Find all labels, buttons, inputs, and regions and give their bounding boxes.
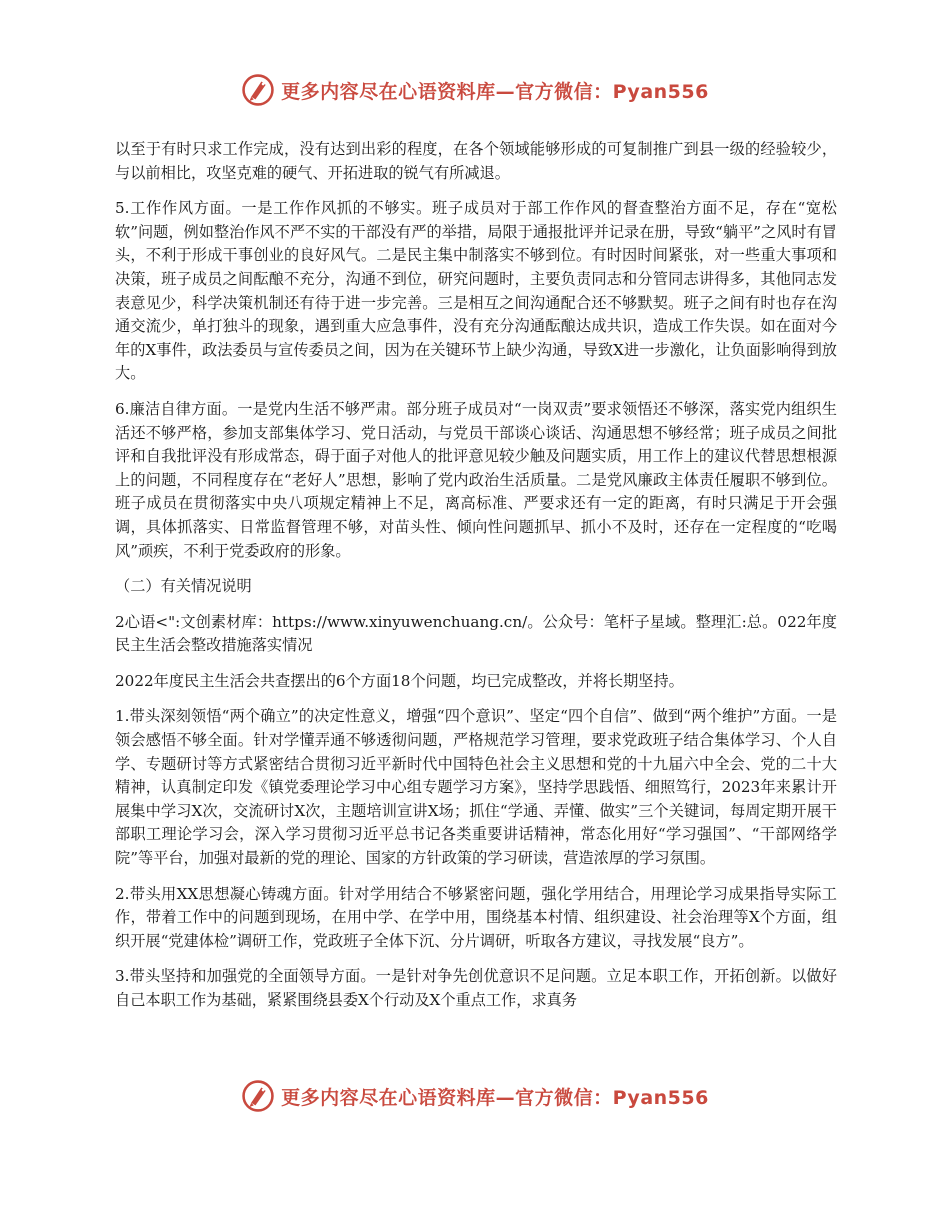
footer-banner [0, 1076, 950, 1116]
pen-nib-logo-icon [241, 73, 275, 107]
paragraph-source-note: 2心语<":文创素材库：https://www.xinyuwenchuang.cn/。公众号：笔杆子星域。整理汇:总。022年度民主生活会整改措施落实情况 [115, 612, 837, 655]
paragraph-item-2: 2.带头用XX思想凝心铸魂方面。针对学用结合不够紧密问题，强化学用结合，用理论学习成果指导实际工作，带着工作中的问题到现场，在用中学、在学中用，围绕基本村情、组织建设、社会治理等X个方面，组织开展“党建体检”调研工作，党政班子全体下沉、分片调研，听取各方建议，寻找发展“良方”。 [115, 884, 837, 950]
section-heading: （二）有关情况说明 [115, 577, 252, 596]
footer-banner-text: 更多内容尽在心语资料库—官方微信：Pyan556 [281, 1086, 709, 1109]
pen-nib-logo-icon [241, 1079, 275, 1113]
paragraph-item-3: 3.带头坚持和加强党的全面领导方面。一是针对争先创优意识不足问题。立足本职工作，开拓创新。以做好自己本职工作为基础，紧紧围绕县委X个行动及X个重点工作，求真务 [115, 967, 837, 1009]
paragraph-integrity: 6.廉洁自律方面。一是党内生活不够严肃。部分班子成员对“一岗双责”要求领悟还不够深，落实党内组织生活还不够严格，参加支部集体学习、党日活动，与党员干部谈心谈话、沟通思想不够经常；班子成员之间批评和自我批评没有形成常态，碍于面子对他人的批评意见较少触及问题实质，用工作上的建议代替思想根源上的问题，不同程度存在“老好人”思想，影响了党内政治生活质量。二是党风廉政主体责任履职不够到位。班子成员在贯彻落实中央八项规定精神上不足，离高标准、严要求还有一定的距离，有时只满足于开会强调，具体抓落实、日常监督管理不够，对苗头性、倾向性问题抓早、抓小不及时，还存在一定程度的“吃喝风”顽疾，不利于党委政府的形象。 [115, 399, 837, 560]
header-banner-text: 更多内容尽在心语资料库—官方微信：Pyan556 [281, 80, 709, 103]
paragraph-continuation: 以至于有时只求工作完成，没有达到出彩的程度，在各个领域能够形成的可复制推广到县一级的经验较少，与以前相比，攻坚克难的硬气、开拓进取的锐气有所减退。 [115, 140, 837, 182]
paragraph-item-1: 1.带头深刻领悟“两个确立”的决定性意义，增强“四个意识”、坚定“四个自信”、做到“两个维护”方面。一是领会感悟不够全面。针对学懂弄通不够透彻问题，严格规范学习管理，要求党政班子结合集体学习、个人自学、专题研讨等方式紧密结合贯彻习近平新时代中国特色社会主义思想和党的十九届六中全会、党的二十大精神，认真制定印发《镇党委理论学习中心组专题学习方案》，坚持学思践悟、细照笃行，2023年来累计开展集中学习X次，交流研讨X次，主题培训宣讲X场；抓住“学通、弄懂、做实”三个关键词，每周定期开展干部职工理论学习会，深入学习贯彻习近平总书记各类重要讲话精神，常态化用好“学习强国”、“干部网络学院”等平台，加强对最新的党的理论、国家的方针政策的学习研读，营造浓厚的学习氛围。 [115, 707, 837, 868]
paragraph-work-style: 5.工作作风方面。一是工作作风抓的不够实。班子成员对于部工作作风的督查整治方面不足，存在“宽松软”问题，例如整治作风不严不实的干部没有严的举措，局限于通报批评并记录在册，导致“躺平”之风时有冒头，不利于形成干事创业的良好风气。二是民主集中制落实不够到位。有时因时间紧张，对一些重大事项和决策，班子成员之间酝酿不充分，沟通不到位，研究问题时，主要负责同志和分管同志讲得多，其他同志发表意见少，科学决策机制还有待于进一步完善。三是相互之间沟通配合还不够默契。班子之间有时也存在沟通交流少，单打独斗的现象，遇到重大应急事件，没有充分沟通酝酿达成共识，造成工作失误。如在面对今年的X事件，政法委员与宣传委员之间，因为在关键环节上缺少沟通，导致X进一步激化，让负面影响得到放大。 [115, 199, 837, 383]
paragraph-summary: 2022年度民主生活会共查摆出的6个方面18个问题，均已完成整改，并将长期坚持。 [115, 671, 684, 690]
header-banner [0, 70, 950, 110]
document-body [115, 138, 837, 1025]
